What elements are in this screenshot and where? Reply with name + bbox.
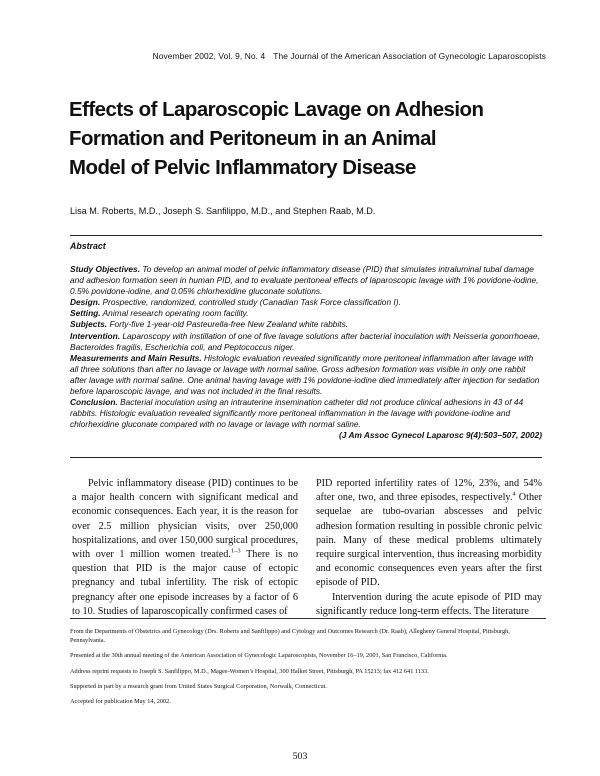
- abstract-text: Animal research operating room facility.: [102, 308, 249, 319]
- body-text: Pelvic inflammatory disease (PID) continues to be a major health concern with significant medical and economic consequences. Each year, it is the reason for over 2.5 million physician visits, over 250,000 hospitalizations, and over 150,000 surgical procedures, with over 1 million women treated.: [72, 478, 298, 561]
- abstract-text: Forty-five 1-year-old Pasteurella-free New Zealand white rabbits.: [109, 319, 349, 330]
- abstract-design: [70, 297, 542, 308]
- abstract-results: [70, 353, 542, 397]
- abstract-conclusion: [70, 397, 542, 430]
- article-title: [69, 96, 539, 183]
- abstract-text: Prospective, randomized, controlled study (Canadian Task Force classification I).: [102, 297, 401, 308]
- footnote-funding: Supported in part by a research grant from United States Surgical Corporation, Norwalk, Connecticut.: [70, 682, 327, 690]
- footnote-rule: [70, 618, 546, 619]
- journal-citation: (J Am Assoc Gynecol Laparosc 9(4):503–507, 2002): [339, 430, 542, 441]
- reference-superscript: 4: [512, 490, 516, 498]
- abstract-subjects: [70, 319, 542, 330]
- body-text: There is no question that PID is the major cause of ectopic pregnancy and tubal infertility. The risk of ectopic pregnancy after one episode increases by a factor of 6 to 10. Studies of laparoscopically confirmed cases of: [72, 549, 298, 617]
- body-text: Other sequelae are tubo-ovarian abscesses and pelvic adhesion formation resulting in possible chronic pelvic pain. Many of these medical problems ultimately require surgical intervention, thus increasing morbidity and economic consequences even years after the first episode of PID.: [316, 492, 542, 589]
- body-column-right: [316, 477, 542, 619]
- author-list: Lisa M. Roberts, M.D., Joseph S. Sanfilippo, M.D., and Stephen Raab, M.D.: [70, 206, 376, 216]
- body-paragraph: Intervention during the acute episode of PID may significantly reduce long-term effects. The literature: [316, 591, 542, 617]
- footnote-presentation: Presented at the 30th annual meeting of the American Association of Gynecologic Laparoscopists, November 16–19, 2001, San Francisco, California.: [70, 652, 448, 660]
- abstract-text: Histologic evaluation revealed significantly more peritoneal inflammation after lavage with all three solutions than after no lavage or lavage with normal saline. Gross adhesion formation was visible in only one rabbit after lavage with normal saline. One animal having lavage with 1% povidone-iodine died immediately after injection for sedation before laparoscopic lavage, and was not included in the final results.: [70, 352, 540, 397]
- body-paragraph: [72, 477, 298, 619]
- footnote-reprints: Address reprint requests to Joseph S. Sanfilippo, M.D., Magee-Women’s Hospital, 300 Halket Street, Pittsburgh, PA 15213; fax 412 641 1133.: [70, 667, 429, 675]
- title-line-3: Model of Pelvic Inflammatory Disease: [69, 157, 416, 179]
- abstract-label: Design.: [70, 297, 101, 308]
- title-line-2: Formation and Peritoneum in an Animal: [69, 128, 437, 150]
- abstract-label: Intervention.: [70, 330, 121, 341]
- abstract-bottom-rule: [70, 457, 542, 458]
- journal-name: The Journal of the American Association of Gynecologic Laparoscopists: [273, 51, 546, 61]
- abstract-intervention: [70, 331, 542, 353]
- abstract-label: Measurements and Main Results.: [70, 352, 202, 363]
- abstract-label: Study Objectives.: [70, 264, 141, 274]
- abstract-top-rule: [70, 235, 542, 236]
- footnote-accepted: Accepted for publication May 14, 2002.: [70, 698, 171, 706]
- title-line-1: Effects of Laparoscopic Lavage on Adhesion: [69, 99, 484, 121]
- abstract-label: Conclusion.: [70, 397, 118, 408]
- abstract-objectives: [70, 264, 542, 297]
- abstract-label: Subjects.: [70, 319, 108, 330]
- issue-info: November 2002, Vol. 9, No. 4: [152, 51, 266, 61]
- abstract-text: Laparoscopy with instillation of one of five lavage solutions after bacterial inoculation with Neisseria gonorrhoeae, Bacteroides fragilis, Escherichia coli, and Peptococcus niger.: [70, 330, 540, 352]
- abstract-body: [70, 264, 542, 442]
- footnote-affiliation: From the Departments of Obstetrics and Gynecology (Drs. Roberts and Sanfilippo) and Cytology and Outcomes Research (Dr. Raab), Allegheny General Hospital, Pittsburgh, Pennsylvania.: [70, 628, 510, 645]
- running-head: [70, 51, 546, 61]
- abstract-label: Setting.: [70, 308, 101, 319]
- abstract-heading: Abstract: [70, 241, 106, 251]
- page-number: 503: [292, 751, 308, 762]
- body-column-left: [72, 477, 298, 619]
- footnotes: [70, 627, 546, 713]
- abstract-text: To develop an animal model of pelvic inflammatory disease (PID) that simulates intraluminal tubal damage and adhesion formation seen in human PID, and to evaluate peritoneal effects of laparoscopic lavage with 1% povidone-iodine, 0.5% povidone-iodine, and 0.05% chlorhexidine gluconate solutions.: [70, 264, 539, 297]
- body-paragraph: [316, 477, 542, 591]
- reference-superscript: 1–3: [230, 547, 241, 555]
- abstract-setting: [70, 308, 542, 319]
- body-text: PID reported infertility rates of 12%, 23%, and 54% after one, two, and three episodes, respectively.: [316, 478, 542, 504]
- abstract-text: Bacterial inoculation using an intrauterine insemination catheter did not produce clinical adhesions in 43 of 44 rabbits. Histologic evaluation revealed significantly more peritoneal inflammation in the lavage with povidone-iodine and chlorhexidine gluconate compared with no lavage or lavage with normal saline.: [70, 397, 524, 430]
